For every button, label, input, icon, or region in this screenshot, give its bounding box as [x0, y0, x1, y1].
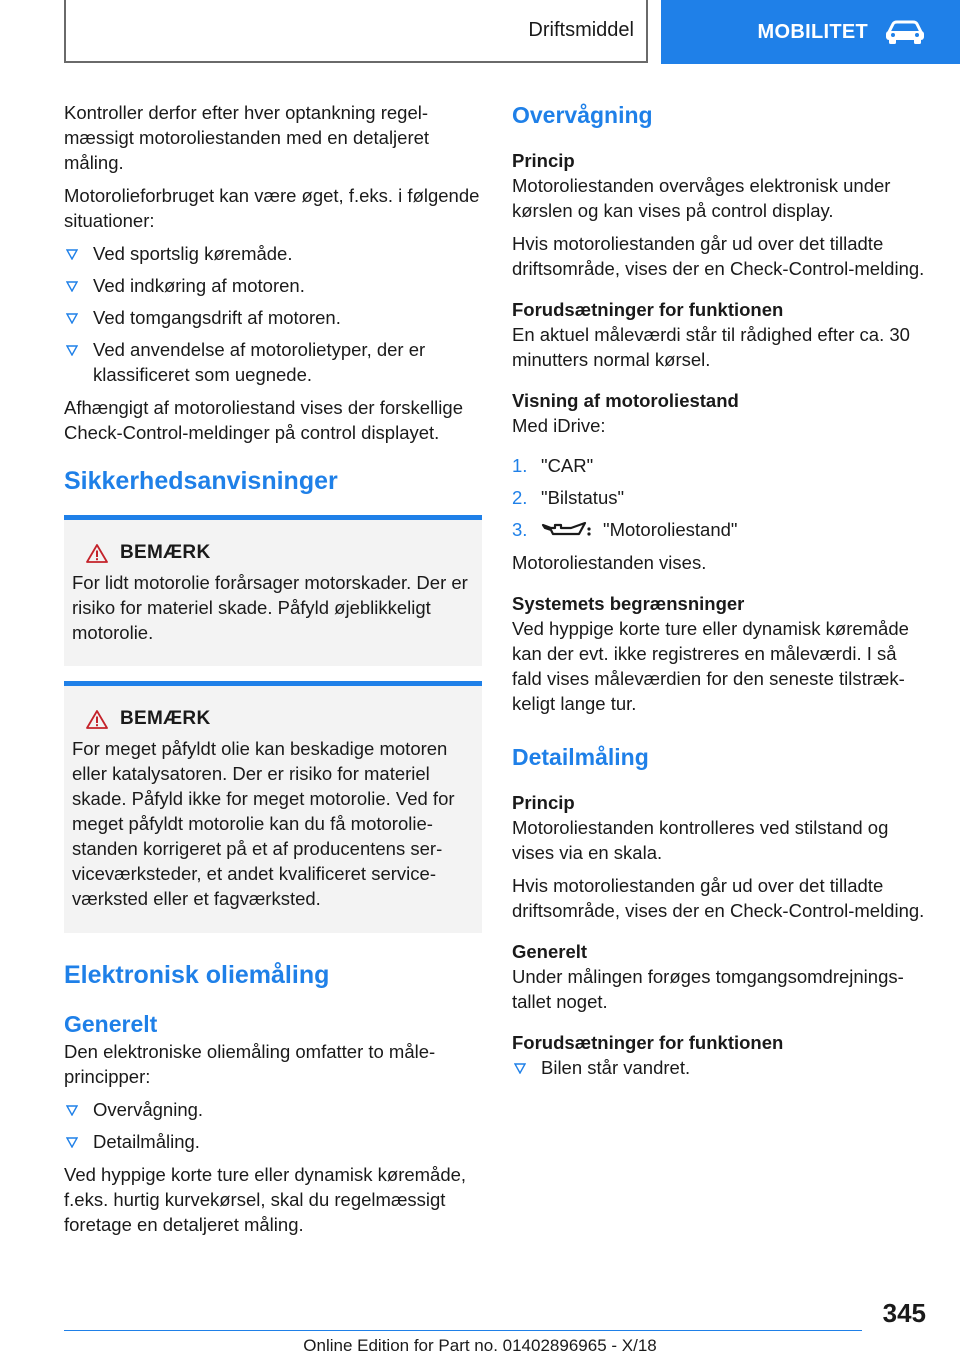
list-item: Ved indkøring af motoren.: [64, 273, 482, 298]
note-text: For lidt motorolie forårsager motorskader. Der er risiko for materiel skade. Påfyld øjeblikkeligt motorolie.: [72, 572, 468, 643]
left-column: [64, 100, 482, 1245]
paragraph: Motoroliestanden vises.: [512, 552, 707, 573]
subheading-principle: Princip: [512, 792, 575, 813]
triangle-bullet-icon: [66, 281, 78, 292]
subheading-general: Generelt: [512, 941, 588, 962]
right-column: [512, 100, 926, 1088]
note-text: For meget påfyldt olie kan beskadige motoren eller katalysatoren. Der er risiko for materiel skade. Påfyld ikke for meget motorolie. Ved for meget påfyldt motorolie kan du få motoroliestanden korrigeret på et af producentens serviceværksteder, et andet kvalificeret serviceværksted eller et fagværksted.: [72, 738, 455, 909]
paragraph: En aktuel måleværdi står til rådighed efter ca. 30 minutters normal kørsel.: [512, 324, 910, 370]
triangle-bullet-icon: [66, 249, 78, 260]
header-chapter-title: MOBILITET: [757, 20, 868, 43]
heading-general: Generelt: [64, 1011, 158, 1037]
paragraph: Motoroliestanden kontrolleres ved stilstand og vises via en skala.: [512, 817, 889, 863]
step-number: 3.: [512, 519, 528, 540]
heading-safety: Sikkerhedsanvisninger: [64, 467, 338, 495]
bullet-list: [64, 241, 482, 387]
note-label: BEMÆRK: [120, 542, 211, 563]
header-chapter-tab: [661, 0, 960, 64]
paragraph: Motoroliestanden overvåges elektronisk under kørslen og kan vises på control display.: [512, 175, 891, 221]
subheading-limits: Systemets begrænsninger: [512, 593, 745, 614]
subheading-display: Visning af motoroliestand: [512, 390, 739, 411]
paragraph: Motorolieforbruget kan være øget, f.eks. i følgende situationer:: [64, 185, 480, 231]
heading-monitoring: Overvågning: [512, 102, 653, 128]
note-label: BEMÆRK: [120, 708, 211, 729]
page-number: 345: [882, 1298, 926, 1328]
header-section-title: Driftsmiddel: [528, 19, 634, 41]
list-item: 3. "Motoroliestand": [512, 519, 738, 540]
warning-triangle-icon: [86, 709, 108, 729]
note-header: [86, 708, 472, 730]
paragraph: Under målingen forøges tomgangsomdrejningstallet noget.: [512, 966, 904, 1012]
paragraph: Kontroller derfor efter hver optankning regelmæssigt motoroliestanden med en detaljeret måling.: [64, 102, 430, 173]
subheading-prerequisites: Forudsætninger for funktionen: [512, 299, 784, 320]
list-item: Ved sportslig køremåde.: [64, 241, 482, 266]
step-list: [512, 453, 926, 542]
triangle-bullet-icon: [514, 1063, 526, 1074]
triangle-bullet-icon: [66, 1137, 78, 1148]
footer-edition: Online Edition for Part no. 01402896965 - X/18: [303, 1336, 657, 1355]
list-item: Ved tomgangsdrift af motoren.: [64, 305, 482, 330]
triangle-bullet-icon: [66, 1105, 78, 1116]
note-box: [64, 681, 482, 933]
header-section-box: [64, 0, 648, 63]
list-item: 2. "Bilstatus": [512, 487, 625, 508]
note-header: [86, 542, 472, 564]
step-number: 1.: [512, 455, 528, 476]
list-item: Detailmåling.: [64, 1129, 482, 1154]
list-item: 1. "CAR": [512, 455, 594, 476]
list-item: Ved anvendelse af motorolietyper, der er klassificeret som uegnede.: [64, 337, 482, 387]
subheading-prerequisites: Forudsætninger for funktionen: [512, 1032, 784, 1053]
step-number: 2.: [512, 487, 528, 508]
bullet-list: [512, 1055, 926, 1080]
footer-divider: [64, 1330, 862, 1331]
bullet-list: [64, 1097, 482, 1154]
heading-electronic-oil: Elektronisk oliemåling: [64, 961, 330, 989]
paragraph: Hvis motoroliestanden går ud over det tilladte driftsområde, vises der en Check-Control-melding.: [512, 875, 925, 921]
paragraph: Den elektroniske oliemåling omfatter to måleprincipper:: [64, 1041, 436, 1087]
heading-detail: Detailmåling: [512, 744, 649, 770]
list-item: Bilen står vandret.: [512, 1055, 926, 1080]
paragraph: Ved hyppige korte ture eller dynamisk køremåde, f.eks. hurtig kurvekørsel, skal du regelmæssigt foretage en detaljeret måling.: [64, 1164, 467, 1235]
paragraph: Ved hyppige korte ture eller dynamisk køremåde kan der evt. ikke registreres en måleværdi. I så fald vises måleværdien for den seneste tilstrækkeligt lange tur.: [512, 618, 909, 714]
paragraph: Hvis motoroliestanden går ud over det tilladte driftsområde, vises der en Check-Control-melding.: [512, 233, 925, 279]
note-box: [64, 515, 482, 666]
subheading-principle: Princip: [512, 150, 575, 171]
paragraph: Afhængigt af motoroliestand vises der forskellige Check-Control-meldinger på control displayet.: [64, 397, 463, 443]
triangle-bullet-icon: [66, 313, 78, 324]
car-icon: [884, 19, 926, 45]
oil-can-icon: [541, 520, 593, 538]
paragraph: Med iDrive:: [512, 415, 606, 436]
warning-triangle-icon: [86, 543, 108, 563]
triangle-bullet-icon: [66, 345, 78, 356]
list-item: Overvågning.: [64, 1097, 482, 1122]
